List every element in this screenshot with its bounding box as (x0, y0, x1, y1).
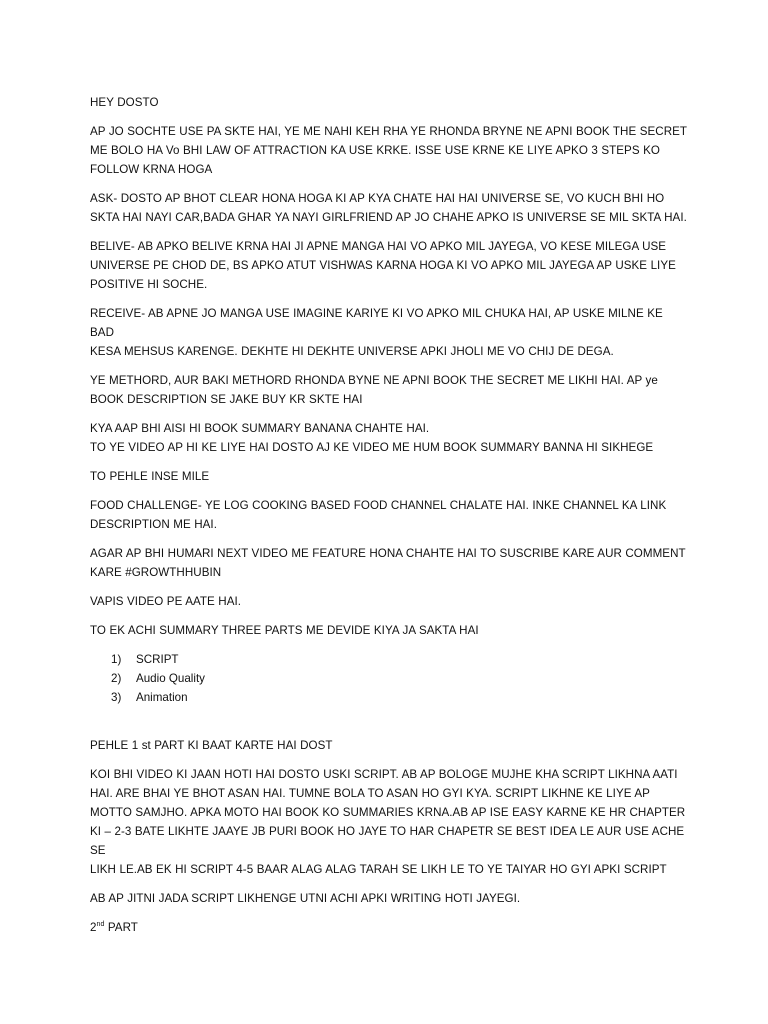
list-label: Animation (136, 691, 188, 704)
text-line: KOI BHI VIDEO KI JAAN HOTI HAI DOSTO USKI SCRIPT. AB AP BOLOGE MUJHE KHA SCRIPT LIKHNA AATI (90, 768, 678, 781)
part2-ordinal: nd (96, 921, 105, 928)
receive-paragraph (90, 304, 690, 361)
blank-line (90, 717, 690, 736)
text-line: ME BOLO HA Vo BHI LAW OF ATTRACTION KA USE KRKE. ISSE USE KRNE KE LIYE APKO 3 STEPS KO (90, 144, 660, 157)
text-line: POSITIVE HI SOCHE. (90, 278, 208, 291)
ask-paragraph (90, 189, 690, 227)
parts-intro-paragraph (90, 621, 690, 640)
text-line: HAI. ARE BHAI YE BHOT ASAN HAI. TUMNE BOLA TO ASAN HO GYI KYA. SCRIPT LIKHNE KE LIYE AP (90, 787, 650, 800)
text-line: VAPIS VIDEO PE AATE HAI. (90, 595, 242, 608)
text-line: KI – 2-3 BATE LIKHTE JAAYE JB PURI BOOK HO JAYE TO HAR CHAPETR SE BEST IDEA LE AUR USE ACHE SE (90, 825, 685, 857)
list-number: 3) (111, 691, 122, 704)
food-paragraph (90, 496, 690, 534)
part2-number: 2 (90, 921, 97, 934)
text-line: ASK- DOSTO AP BHOT CLEAR HONA HOGA KI AP KYA CHATE HAI HAI UNIVERSE SE, VO KUCH BHI HO (90, 192, 665, 205)
list-label: SCRIPT (136, 653, 179, 666)
text-line: UNIVERSE PE CHOD DE, BS APKO ATUT VISHWAS KARNA HOGA KI VO APKO MIL JAYEGA AP USKE LIYE (90, 259, 676, 272)
text-line: FOOD CHALLENGE- YE LOG COOKING BASED FOOD CHANNEL CHALATE HAI. INKE CHANNEL KA LINK (90, 499, 667, 512)
list-item (90, 650, 690, 669)
method-paragraph (90, 371, 690, 409)
text-line: BOOK DESCRIPTION SE JAKE BUY KR SKTE HAI (90, 393, 363, 406)
text-line: KESA MEHSUS KARENGE. DEKHTE HI DEKHTE UNIVERSE APKI JHOLI ME VO CHIJ DE DEGA. (90, 345, 614, 358)
text-line: RECEIVE- AB APNE JO MANGA USE IMAGINE KARIYE KI VO APKO MIL CHUKA HAI, AP USKE MILNE KE BAD (90, 307, 663, 339)
text-line: AB AP JITNI JADA SCRIPT LIKHENGE UTNI ACHI APKI WRITING HOTI JAYEGI. (90, 892, 521, 905)
text-line: PEHLE 1 st PART KI BAAT KARTE HAI DOST (90, 739, 333, 752)
text-line: SKTA HAI NAYI CAR,BADA GHAR YA NAYI GIRLFRIEND AP JO CHAHE APKO IS UNIVERSE SE MIL SKTA HAI. (90, 211, 687, 224)
list-number: 2) (111, 672, 122, 685)
text-line: BELIVE- AB APKO BELIVE KRNA HAI JI APNE MANGA HAI VO APKO MIL JAYEGA, VO KESE MILEGA USE (90, 240, 667, 253)
list-item (90, 669, 690, 688)
intro-paragraph (90, 122, 690, 179)
believe-paragraph (90, 237, 690, 294)
question-paragraph (90, 419, 690, 457)
text-line: LIKH LE.AB EK HI SCRIPT 4-5 BAAR ALAG ALAG TARAH SE LIKH LE TO YE TAIYAR HO GYI APKI SCRIPT (90, 863, 667, 876)
text-line: AGAR AP BHI HUMARI NEXT VIDEO ME FEATURE HONA CHAHTE HAI TO SUSCRIBE KARE AUR COMMENT (90, 547, 686, 560)
text-line: FOLLOW KRNA HOGA (90, 163, 213, 176)
text-line: HEY DOSTO (90, 96, 159, 109)
greeting (90, 93, 690, 112)
text-line: AP JO SOCHTE USE PA SKTE HAI, YE ME NAHI KEH RHA YE RHONDA BRYNE NE APNI BOOK THE SECRET (90, 125, 688, 138)
text-line: MOTTO SAMJHO. APKA MOTO HAI BOOK KO SUMMARIES KRNA.AB AP ISE EASY KARNE KE HR CHAPTER (90, 806, 686, 819)
list-number: 1) (111, 653, 122, 666)
part2-label: PART (107, 921, 138, 934)
part1-heading (90, 736, 690, 755)
text-line: TO YE VIDEO AP HI KE LIYE HAI DOSTO AJ KE VIDEO ME HUM BOOK SUMMARY BANNA HI SIKHEGE (90, 441, 654, 454)
text-line: KYA AAP BHI AISI HI BOOK SUMMARY BANANA CHAHTE HAI. (90, 422, 430, 435)
list-item (90, 688, 690, 707)
text-line: DESCRIPTION ME HAI. (90, 518, 217, 531)
document-page (90, 93, 690, 947)
text-line: TO EK ACHI SUMMARY THREE PARTS ME DEVIDE KIYA JA SAKTA HAI (90, 624, 479, 637)
text-line: YE METHORD, AUR BAKI METHORD RHONDA BYNE NE APNI BOOK THE SECRET ME LIKHI HAI. AP ye (90, 374, 658, 387)
text-line: TO PEHLE INSE MILE (90, 470, 210, 483)
feature-paragraph (90, 544, 690, 582)
list-label: Audio Quality (136, 672, 205, 685)
parts-list (90, 650, 690, 707)
script-paragraph (90, 765, 690, 879)
text-line: KARE #GROWTHHUBIN (90, 566, 222, 579)
part2-heading (90, 918, 690, 937)
practice-paragraph (90, 889, 690, 908)
back-paragraph (90, 592, 690, 611)
meet-paragraph (90, 467, 690, 486)
